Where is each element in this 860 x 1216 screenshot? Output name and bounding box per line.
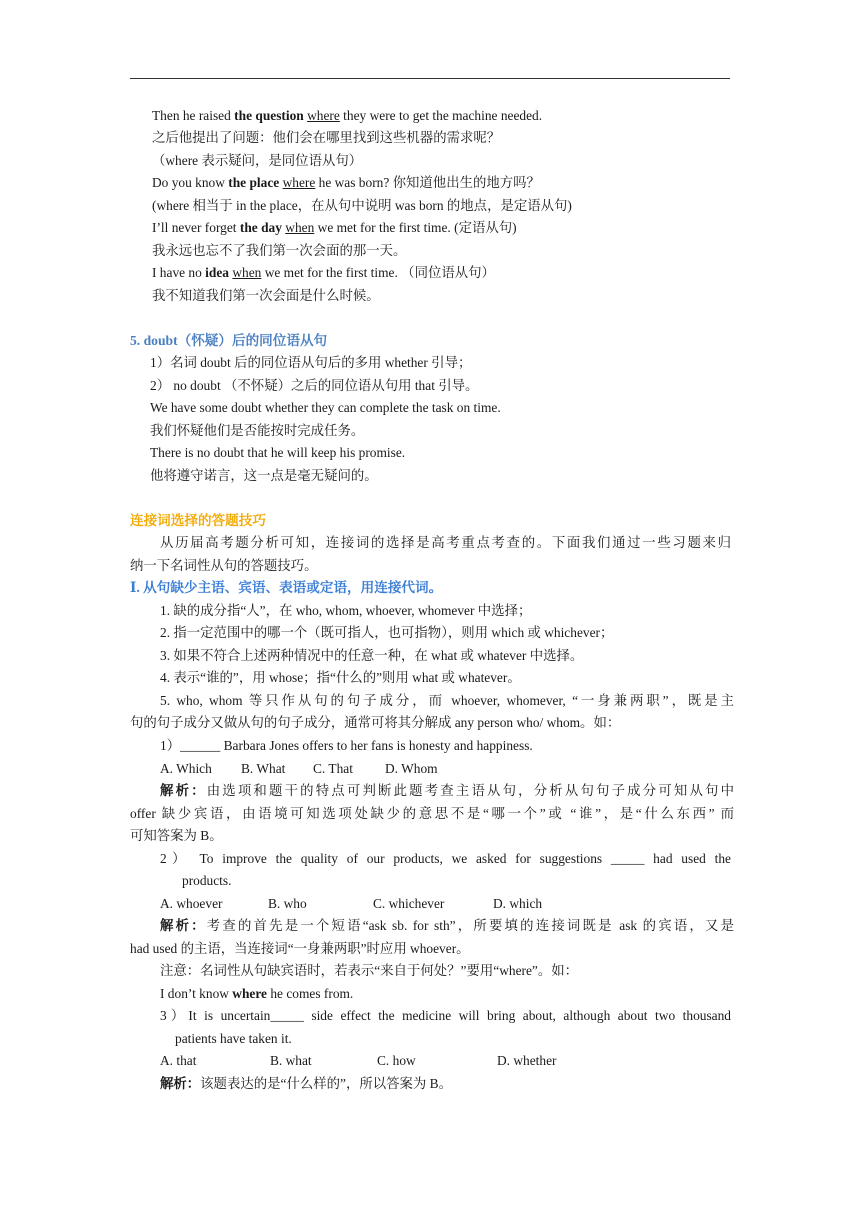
header-rule — [130, 78, 730, 79]
option: C. whichever — [373, 896, 445, 911]
option: B. who — [268, 896, 307, 911]
list-item: 5. who, whom 等只作从句的句子成分，而 whoever, whomever, “一身兼两职”，既是主 — [160, 693, 734, 708]
option: B. what — [270, 1053, 312, 1068]
text: they were to get the machine needed. — [339, 108, 543, 123]
bold-text: the place — [228, 175, 280, 190]
text: Do you know — [152, 175, 229, 190]
analysis-label: 解析： — [160, 918, 207, 933]
analysis-line — [160, 917, 734, 935]
question-stem: 1）______ Barbara Jones offers to her fans is honesty and happiness. — [160, 738, 533, 753]
analysis-label: 解析： — [160, 1076, 201, 1091]
bold-text: idea — [205, 265, 229, 280]
example-line: We have some doubt whether they can complete the task on time. — [150, 400, 501, 415]
bold-text: where — [232, 986, 268, 1001]
text: 该题表达的是“什么样的”，所以答案为 B。 — [200, 1076, 452, 1091]
text: he was born? 你知道他出生的地方吗？ — [315, 175, 540, 190]
question-stem: 2） To improve the quality of our products, we asked for suggestions _____ had used the — [160, 851, 731, 866]
list-item: 4. 表示“谁的”，用 whose；指“什么的”则用 what 或 whatever。 — [160, 670, 521, 685]
text: I don’t know — [160, 986, 233, 1001]
analysis-label: 解析： — [160, 783, 207, 798]
option: B. What — [241, 761, 286, 776]
option: A. whoever — [160, 896, 223, 911]
rule-item: 1）名词 doubt 后的同位语从句后的多用 whether 引导； — [150, 355, 472, 370]
question-options — [160, 760, 734, 778]
example-line — [152, 107, 732, 125]
list-item: 3. 如果不符合上述两种情况中的任意一种，在 what 或 whatever 中选择。 — [160, 648, 584, 663]
underlined-word: when — [232, 265, 262, 280]
example-line — [160, 985, 734, 1003]
text: Then he raised — [152, 108, 235, 123]
option: D. Whom — [385, 761, 438, 776]
question-options — [160, 895, 734, 913]
text: 由选项和题干的特点可判断此题考查主语从句，分析从句句子成分可知从句中 — [206, 783, 734, 798]
underlined-word: where — [282, 175, 316, 190]
section-heading: 连接词选择的答题技巧 — [130, 513, 266, 528]
paragraph-line: 纳一下名词性从句的答题技巧。 — [130, 558, 318, 573]
option: A. Which — [160, 761, 212, 776]
question-options — [160, 1052, 734, 1070]
note-line: （where 表示疑问，是同位语从句） — [152, 153, 363, 168]
analysis-line: had used 的主语，当连接词“一身兼两职”时应用 whoever。 — [130, 941, 470, 956]
translation-line: 我永远也忘不了我们第一次会面的那一天。 — [152, 243, 407, 258]
note-line: (where 相当于 in the place，在从句中说明 was born 的地点，是定语从句) — [152, 198, 572, 213]
subsection-heading: Ⅰ. 从句缺少主语、宾语、表语或定语，用连接代词。 — [130, 580, 443, 595]
question-stem: patients have taken it. — [175, 1031, 292, 1046]
underlined-word: when — [285, 220, 315, 235]
text: 考查的首先是一个短语“ask sb. for sth”，所要填的连接词既是 ask 的宾语，又是 — [206, 918, 734, 933]
text: I’ll never forget — [152, 220, 240, 235]
underlined-word: where — [307, 108, 340, 123]
example-line: There is no doubt that he will keep his promise. — [150, 445, 406, 460]
text: we met for the first time. (定语从句) — [314, 220, 517, 235]
section-heading: 5. doubt（怀疑）后的同位语从句 — [130, 333, 328, 348]
analysis-line: offer 缺少宾语，由语境可知选项处缺少的意思不是“哪一个”或 “谁”，是“什么东西” 而 — [130, 806, 734, 821]
translation-line: 之后他提出了问题：他们会在哪里找到这些机器的需求呢？ — [152, 130, 501, 145]
list-item: 1. 缺的成分指“人”，在 who, whom, whoever, whomever 中选择； — [160, 603, 532, 618]
bold-text: the day — [239, 220, 282, 235]
example-line — [152, 219, 732, 237]
question-stem: 3）It is uncertain_____ side effect the medicine will bring about, although about two thousand — [160, 1008, 731, 1023]
analysis-line: 可知答案为 B。 — [130, 828, 223, 843]
paragraph-line: 从历届高考题分析可知，连接词的选择是高考重点考查的。下面我们通过一些习题来归 — [160, 535, 731, 550]
translation-line: 他将遵守诺言，这一点是毫无疑问的。 — [150, 468, 378, 483]
list-item: 2. 指一定范围中的哪一个（既可指人，也可指物），则用 which 或 whichever； — [160, 625, 614, 640]
example-line — [152, 174, 732, 192]
option: A. that — [160, 1053, 197, 1068]
option: D. which — [493, 896, 543, 911]
note-line: 注意：名词性从句缺宾语时，若表示“来自于何处？”要用“where”。如： — [160, 963, 579, 978]
rule-item: 2） no doubt （不怀疑）之后的同位语从句用 that 引导。 — [150, 378, 479, 393]
list-item-continuation: 句的句子成分又做从句的句子成分，通常可将其分解成 any person who/ whom。如： — [130, 715, 621, 730]
option: C. That — [313, 761, 353, 776]
translation-line: 我不知道我们第一次会面是什么时候。 — [152, 288, 380, 303]
analysis-line — [160, 782, 734, 800]
text: we met for the first time. （同位语从句） — [261, 265, 495, 280]
bold-text: the question — [234, 108, 304, 123]
translation-line: 我们怀疑他们是否能按时完成任务。 — [150, 423, 365, 438]
example-line — [152, 264, 732, 282]
option: D. whether — [497, 1053, 557, 1068]
analysis-line — [160, 1075, 734, 1093]
option: C. how — [377, 1053, 416, 1068]
text: he comes from. — [267, 986, 354, 1001]
question-stem: products. — [182, 873, 232, 888]
text: I have no — [152, 265, 206, 280]
